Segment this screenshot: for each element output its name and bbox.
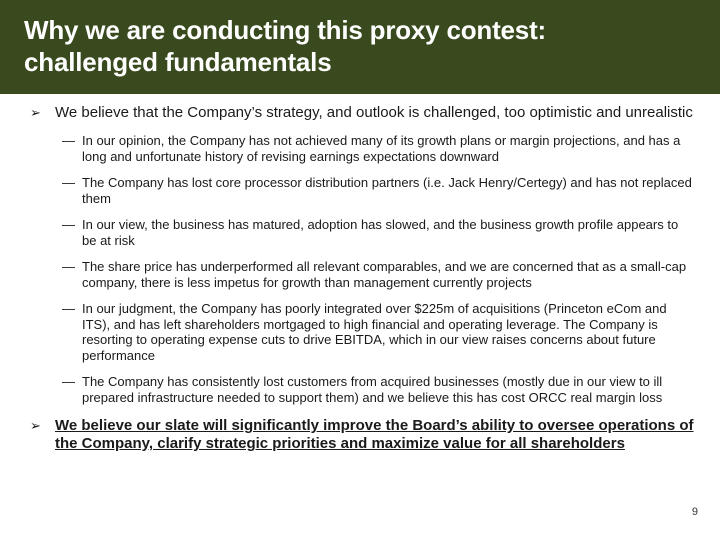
dash-icon: — bbox=[62, 217, 75, 232]
sub-bullet bbox=[30, 374, 696, 405]
slide-title-line-1: Why we are conducting this proxy contest: bbox=[24, 15, 546, 45]
main-bullet bbox=[30, 104, 696, 122]
dash-icon: — bbox=[62, 133, 75, 148]
sub-bullet bbox=[30, 217, 696, 248]
slide-content bbox=[30, 104, 696, 453]
sub-bullet bbox=[30, 175, 696, 206]
sub-bullet bbox=[30, 301, 696, 363]
title-bar bbox=[0, 0, 720, 94]
sub-bullet-text: The Company has lost core processor distribution partners (i.e. Jack Henry/Certegy) and has not replaced them bbox=[82, 175, 692, 206]
sub-bullet-text: The share price has underperformed all relevant comparables, and we are concerned that as a small-cap company, there is less impetus for growth than management currently projects bbox=[82, 259, 687, 290]
sub-bullet-text: In our opinion, the Company has not achieved many of its growth plans or margin projections, and has a long and unfortunate history of revising earnings expectations downward bbox=[82, 133, 681, 164]
sub-bullet-text: The Company has consistently lost customers from acquired businesses (mostly due in our view to ill prepared infrastructure needed to support them) and we believe this has cost ORCC real margin loss bbox=[82, 374, 663, 405]
page-number: 9 bbox=[691, 506, 698, 518]
dash-icon: — bbox=[62, 259, 75, 274]
sub-bullet-text: In our view, the business has matured, adoption has slowed, and the business growth profile appears to be at risk bbox=[82, 217, 679, 248]
arrow-bullet-icon: ➢ bbox=[30, 418, 41, 433]
dash-icon: — bbox=[62, 374, 75, 389]
final-bullet bbox=[30, 417, 696, 453]
main-bullet-text: We believe that the Company’s strategy, and outlook is challenged, too optimistic and unrealistic bbox=[55, 104, 693, 121]
dash-icon: — bbox=[62, 175, 75, 190]
slide-title-line-2: challenged fundamentals bbox=[24, 47, 332, 77]
dash-icon: — bbox=[62, 301, 75, 316]
sub-bullet-text: In our judgment, the Company has poorly integrated over $225m of acquisitions (Princeton eCom and ITS), and has left shareholders mortgaged to high financial and operating leverage. The Company is resorting to operating expense cuts to drive EBITDA, which in our view raises concerns about future performance bbox=[82, 301, 667, 363]
arrow-bullet-icon: ➢ bbox=[30, 105, 41, 120]
sub-bullet bbox=[30, 133, 696, 164]
final-bullet-text: We believe our slate will significantly improve the Board’s ability to oversee operations of the Company, clarify strategic priorities and maximize value for all shareholders bbox=[55, 417, 694, 452]
sub-bullet bbox=[30, 259, 696, 290]
